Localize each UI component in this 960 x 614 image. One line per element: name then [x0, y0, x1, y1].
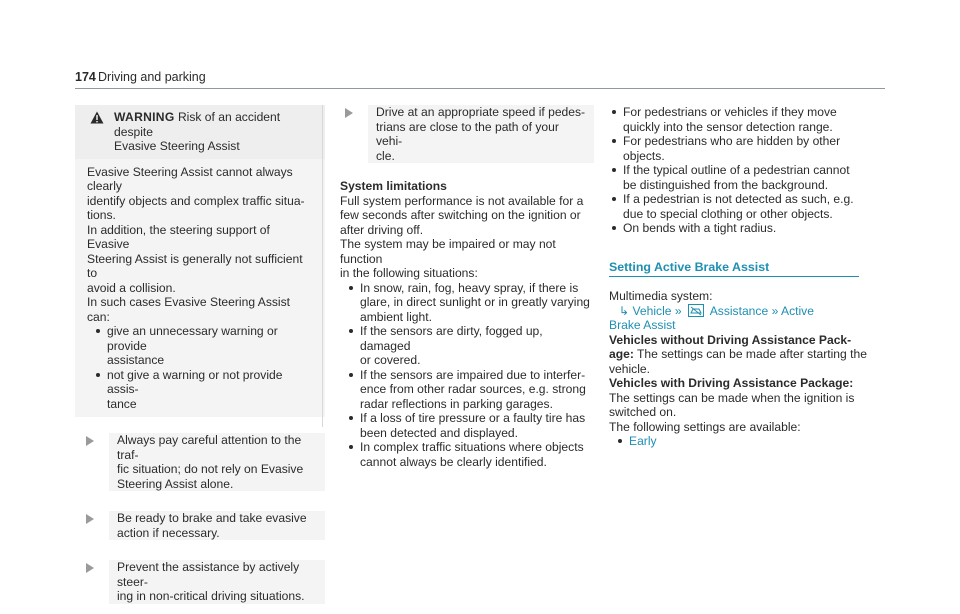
text-line: been detected and displayed. — [360, 425, 519, 440]
text-line: If the sensors are impaired due to interfer- — [360, 367, 586, 382]
text-line: avoid a collision. — [87, 280, 176, 295]
pedestrian-limitations-list — [609, 105, 867, 236]
warning-text-1 — [87, 165, 313, 223]
text-line: or covered. — [360, 353, 421, 367]
note-text — [109, 511, 325, 540]
settings-list — [615, 434, 867, 449]
assistance-icon — [688, 304, 704, 317]
text-line: quickly into the sensor detection range. — [623, 119, 833, 134]
system-limitations-section — [334, 179, 594, 469]
list-item — [609, 192, 867, 221]
text-line: trians are close to the path of your vehi- — [376, 119, 559, 148]
section-heading: Setting Active Brake Assist — [609, 260, 859, 278]
text-line: For pedestrians or vehicles if they move — [623, 105, 837, 119]
chapter-title: Driving and parking — [98, 70, 206, 84]
setting-section — [609, 260, 867, 449]
column-2 — [334, 105, 594, 469]
text-line: The system may be impaired or may not function — [340, 237, 556, 266]
text-line: action if necessary. — [117, 525, 220, 540]
text-line: Always pay careful attention to the traf- — [117, 433, 302, 462]
path-start-icon: ↳ — [619, 303, 630, 318]
multimedia-label: Multimedia system: — [609, 289, 713, 303]
play-arrow-icon — [85, 435, 97, 491]
system-limitations-heading: System limitations — [340, 179, 447, 193]
text-line: few seconds after switching on the ignition or — [340, 208, 581, 222]
list-item — [609, 134, 867, 163]
text-line: Steering Assist alone. — [117, 476, 234, 491]
double-chevron-icon: » — [771, 303, 779, 318]
note-speed — [334, 105, 594, 171]
column-1 — [75, 105, 325, 614]
list-item — [346, 440, 594, 469]
play-arrow-icon — [85, 562, 97, 604]
list-item — [346, 324, 594, 368]
column-3 — [609, 105, 867, 449]
warning-header — [75, 105, 325, 159]
menu-path-vehicle[interactable]: Vehicle — [632, 303, 672, 318]
text-line: In snow, rain, fog, heavy spray, if there is — [360, 280, 579, 295]
note-text — [109, 433, 325, 491]
text-line: In complex traffic situations where objects — [360, 440, 584, 454]
settings-intro: The following settings are available: — [609, 419, 801, 434]
text-line: switched on. — [609, 405, 677, 419]
text-line: cle. — [376, 148, 395, 163]
text-line: ambient light. — [360, 309, 432, 324]
note-3 — [75, 550, 325, 614]
page-number: 174 — [75, 70, 96, 84]
without-pack-text-2: vehicle. — [609, 361, 651, 376]
menu-path-assistance[interactable]: Assistance — [709, 303, 769, 318]
text-line: give an unnecessary warning or provide — [107, 324, 278, 353]
list-item — [93, 324, 313, 368]
warning-title-line2: Evasive Steering Assist — [114, 139, 240, 153]
text-line: tions. — [87, 208, 116, 222]
menu-path — [609, 304, 867, 319]
text-line: Evasive Steering Assist cannot always clearly — [87, 164, 293, 193]
with-pack-heading: Vehicles with Driving Assistance Package: — [609, 376, 854, 390]
text-line: glare, in direct sunlight or in greatly varying — [360, 295, 590, 309]
list-item — [609, 221, 867, 236]
warning-bullet-list — [93, 324, 313, 411]
text-line: Drive at an appropriate speed if pedes- — [376, 105, 586, 119]
text-line: If a pedestrian is not detected as such, e.g. — [623, 192, 854, 206]
page-header — [75, 70, 885, 89]
note-text — [368, 105, 594, 163]
without-pack-heading-2: age: — [609, 347, 634, 361]
text-line: identify objects and complex traffic situa- — [87, 193, 305, 208]
text-line: tance — [107, 396, 137, 411]
play-arrow-icon — [344, 107, 356, 163]
double-chevron-icon: » — [674, 303, 682, 318]
limitations-list — [346, 281, 594, 470]
note-1 — [75, 423, 325, 501]
text-line: Steering Assist is generally not sufficient to — [87, 251, 303, 280]
text-line: Be ready to brake and take evasive — [117, 511, 307, 525]
menu-path-active[interactable]: Active — [781, 303, 814, 318]
text-line: be distinguished from the background. — [623, 177, 829, 192]
text-line: ence from other radar sources, e.g. strong — [360, 382, 586, 396]
list-item — [346, 281, 594, 325]
menu-path-brake-assist[interactable]: Brake Assist — [609, 318, 676, 332]
text-line: If the typical outline of a pedestrian cannot — [623, 163, 850, 177]
text-line: cannot always be clearly identified. — [360, 454, 547, 469]
list-item — [346, 368, 594, 412]
text-line: radar reflections in parking garages. — [360, 396, 553, 411]
column-divider — [322, 105, 323, 427]
without-pack-paragraph — [609, 333, 867, 377]
text-line: Prevent the assistance by actively steer- — [117, 560, 300, 589]
warning-triangle-icon — [90, 111, 104, 154]
warning-text-3: In such cases Evasive Steering Assist can: — [87, 295, 291, 324]
text-line: If the sensors are dirty, fogged up, damaged — [360, 324, 543, 353]
text-line: assistance — [107, 353, 165, 367]
text-line: Full system performance is not available for a — [340, 193, 584, 208]
list-item — [609, 105, 867, 134]
list-item — [346, 411, 594, 440]
warning-label: WARNING — [114, 110, 175, 124]
text-line: not give a warning or not provide assis- — [107, 367, 283, 396]
setting-early[interactable]: Early — [629, 434, 657, 448]
text-line: For pedestrians who are hidden by other — [623, 134, 841, 148]
note-text — [109, 560, 325, 604]
list-item — [615, 434, 867, 449]
without-pack-heading: Vehicles without Driving Assistance Pack- — [609, 332, 852, 347]
without-pack-text: The settings can be made after starting the — [633, 347, 867, 361]
text-line: ing in non-critical driving situations. — [117, 589, 305, 603]
text-line: objects. — [623, 148, 665, 163]
warning-title-line1: Risk of an accident despite — [114, 110, 281, 139]
text-line: due to special clothing or other objects. — [623, 206, 833, 221]
text-line: If a loss of tire pressure or a faulty tire has — [360, 411, 586, 425]
warning-body — [75, 159, 325, 418]
text-line: In addition, the steering support of Evasive — [87, 222, 270, 251]
text-line: after driving off. — [340, 222, 424, 237]
text-line: On bends with a tight radius. — [623, 221, 777, 235]
note-2 — [75, 501, 325, 550]
list-item — [93, 368, 313, 412]
warning-text-2 — [87, 223, 313, 296]
play-arrow-icon — [85, 513, 97, 540]
text-line: The settings can be made when the ignition is — [609, 390, 855, 405]
list-item — [609, 163, 867, 192]
text-line: in the following situations: — [340, 266, 478, 280]
text-line: fic situation; do not rely on Evasive — [117, 462, 304, 476]
